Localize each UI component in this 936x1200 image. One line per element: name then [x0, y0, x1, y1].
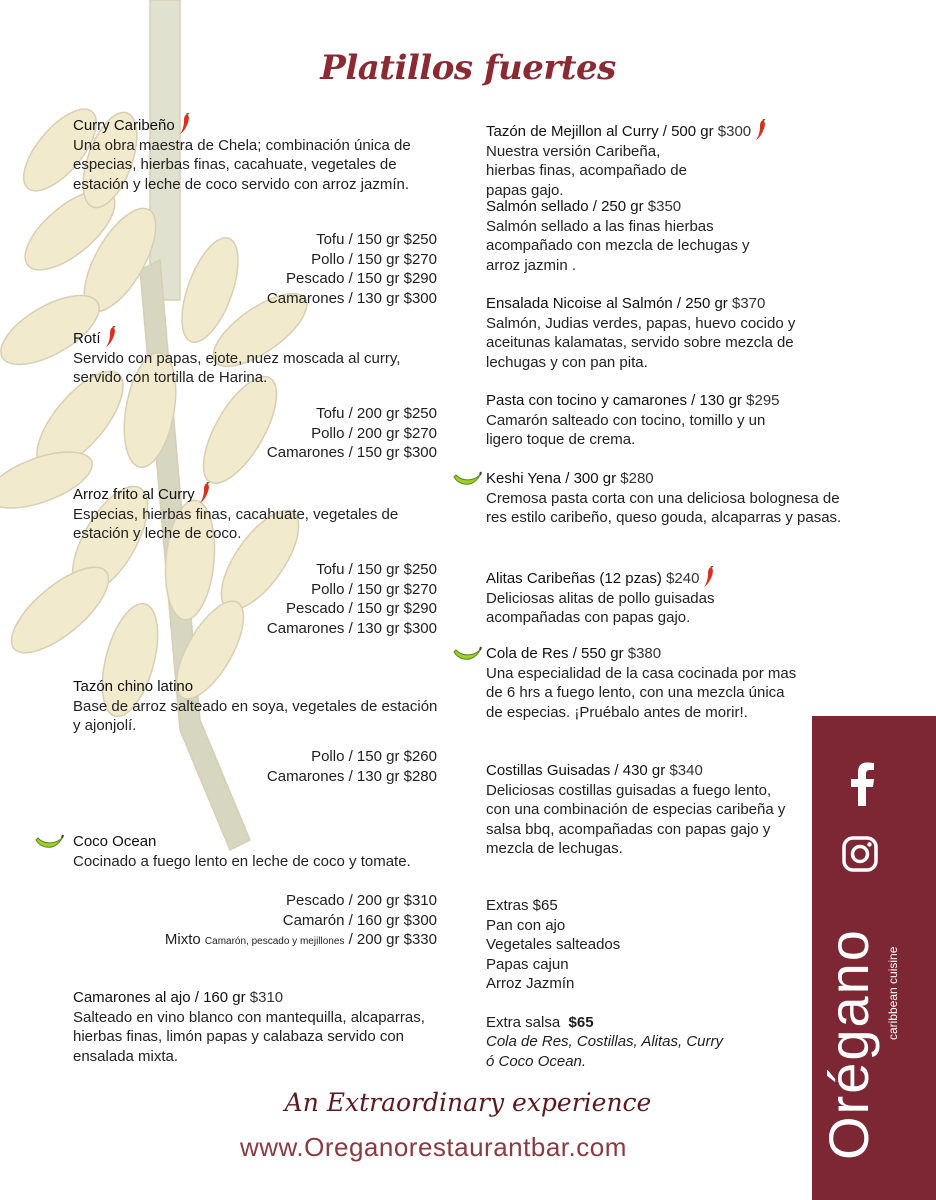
price-line: Camarón / 160 gr $300: [282, 911, 437, 929]
item-name: Keshi Yena / 300 gr: [486, 470, 617, 487]
extras-item: Vegetales salteados: [486, 936, 621, 953]
item-name: Cola de Res / 550 gr: [486, 645, 624, 662]
menu-item: [486, 566, 816, 628]
extras-title: Extras $65: [486, 897, 558, 914]
price-line: Pollo / 150 gr $260: [311, 748, 437, 765]
chili-icon: [198, 482, 212, 504]
item-price: $300: [717, 123, 752, 140]
menu-item: [73, 677, 438, 736]
menu-item: [486, 761, 806, 859]
extras-item: Pan con ajo: [486, 916, 566, 934]
price-line: Tofu / 150 gr $250: [316, 231, 437, 248]
item-description: Deliciosas alitas de pollo guisadas acompañadas con papas gajo.: [486, 589, 715, 626]
price-line: Pollo / 150 gr $270: [311, 580, 437, 598]
price-line: Camarones / 150 gr $300: [266, 444, 437, 461]
item-description: Salteado en vino blanco con mantequilla, alcaparras, hierbas finas, limón papas y calabaza servido con ensalada mixta.: [73, 1008, 425, 1065]
website-link[interactable]: www.Oreganorestaurantbar.com: [240, 1132, 627, 1162]
item-description: Salmón, Judias verdes, papas, huevo cocido y aceitunas kalamatas, servido sobre mezcla de lechugas y con pan pita.: [486, 314, 796, 371]
menu-item: [486, 644, 806, 722]
item-description: Salmón sellado a las finas hierbas acompañado con mezcla de lechugas y arroz jazmin .: [486, 217, 750, 274]
item-description: Camarón salteado con tocino, tomillo y un ligero toque de crema.: [486, 411, 766, 448]
item-name: Ensalada Nicoise al Salmón / 250 gr: [486, 295, 728, 312]
price-line: Camarones / 130 gr $300: [266, 619, 437, 637]
menu-item: [486, 119, 816, 200]
item-price: $350: [647, 198, 682, 215]
menu-item: [486, 469, 846, 528]
menu-item: [73, 988, 438, 1066]
item-name: Tazón de Mejillon al Curry / 500 gr: [486, 123, 714, 140]
extras-section: [486, 896, 723, 1071]
chili-icon: [104, 326, 118, 348]
item-price: $240: [666, 570, 700, 587]
item-description: Una especialidad de la casa cocinada por mas de 6 hrs a fuego lento, con una mezcla única de especias. ¡Pruébalo antes de morir!.: [486, 664, 797, 721]
item-name: Alitas Caribeñas (12 pzas): [486, 570, 662, 587]
extra-salsa-detail: Cola de Res, Costillas, Alitas, Curry: [486, 1033, 724, 1050]
menu-item: [486, 391, 816, 450]
item-description: Especias, hierbas finas, cacahuate, vegetales de estación y leche de coco.: [73, 505, 399, 542]
banana-icon: [34, 832, 64, 852]
price-line: Pescado / 150 gr $290: [286, 270, 437, 287]
item-description: Base de arroz salteado en soya, vegetales de estación y ajonjolí.: [73, 697, 438, 734]
page-title: Platillos fuertes: [320, 48, 616, 88]
price-list: [200, 560, 437, 638]
price-line: Pescado / 150 gr $290: [286, 600, 437, 617]
item-description: Una obra maestra de Chela; combinación única de especias, hierbas finas, cacahuate, vegetales de estación y leche de coco servido con arroz jazmín.: [73, 136, 411, 193]
item-price: $370: [731, 295, 766, 312]
price-line-mixto: Mixto Camarón, pescado y mejillones / 200 gr $330: [164, 931, 437, 948]
extra-salsa: Extra salsa $65: [486, 1013, 594, 1031]
menu-item: [73, 482, 438, 544]
tagline: An Extraordinary experience: [284, 1088, 652, 1117]
chili-icon: [754, 119, 768, 141]
menu-item: [73, 832, 438, 871]
item-name: Rotí: [73, 330, 101, 347]
item-price: $295: [746, 392, 780, 409]
price-line: Pescado / 200 gr $310: [286, 892, 437, 909]
brand-logo-text: Orégano: [817, 928, 880, 1160]
item-description: Deliciosas costillas guisadas a fuego lento, con una combinación de especias caribeña y salsa bbq, acompañadas con papas gajo y mezcla de lechugas.: [486, 781, 786, 857]
item-price: $310: [249, 989, 284, 1006]
banana-icon: [452, 644, 482, 664]
item-description: Cremosa pasta corta con una deliciosa bolognesa de res estilo caribeño, queso gouda, alcaparras y pasas.: [486, 489, 842, 526]
price-list: [200, 230, 437, 308]
price-line: Camarones / 130 gr $300: [266, 289, 437, 307]
extras-item: Arroz Jazmín: [486, 975, 575, 992]
menu-item: [486, 294, 836, 372]
brand-subtitle: caribbean cuisine: [886, 946, 900, 1040]
price-line: Pollo / 150 gr $270: [311, 250, 437, 268]
price-list: [200, 747, 437, 786]
chili-icon: [702, 566, 716, 588]
item-name: Curry Caribeño: [73, 117, 175, 134]
item-price: $380: [627, 645, 662, 662]
menu-item: [73, 113, 438, 194]
item-price: $340: [669, 762, 703, 779]
menu-item: [73, 326, 438, 388]
item-name: Pasta con tocino y camarones / 130 gr: [486, 392, 742, 409]
item-description: Nuestra versión Caribeña, hierbas finas, acompañado de papas gajo.: [486, 142, 687, 199]
item-name: Costillas Guisadas / 430 gr: [486, 762, 666, 779]
item-name: Camarones al ajo / 160 gr: [73, 989, 246, 1006]
banana-icon: [452, 469, 482, 489]
price-list: [200, 404, 437, 463]
item-description: Cocinado a fuego lento en leche de coco y tomate.: [73, 852, 411, 870]
price-line: Camarones / 130 gr $280: [266, 767, 437, 785]
price-line: Tofu / 200 gr $250: [316, 405, 437, 422]
price-list: [100, 891, 437, 952]
item-name: Coco Ocean: [73, 833, 157, 850]
item-name: Salmón sellado / 250 gr: [486, 198, 644, 215]
extra-salsa-detail: ó Coco Ocean.: [486, 1052, 587, 1070]
item-name: Arroz frito al Curry: [73, 486, 195, 503]
extras-item: Papas cajun: [486, 955, 569, 973]
item-description: Servido con papas, ejote, nuez moscada al curry, servido con tortilla de Harina.: [73, 349, 401, 386]
price-line: Pollo / 200 gr $270: [311, 424, 437, 442]
chili-icon: [178, 113, 192, 135]
price-line: Tofu / 150 gr $250: [316, 561, 437, 578]
item-name: Tazón chino latino: [73, 678, 194, 695]
menu-item: [486, 197, 806, 275]
item-price: $280: [620, 470, 654, 487]
